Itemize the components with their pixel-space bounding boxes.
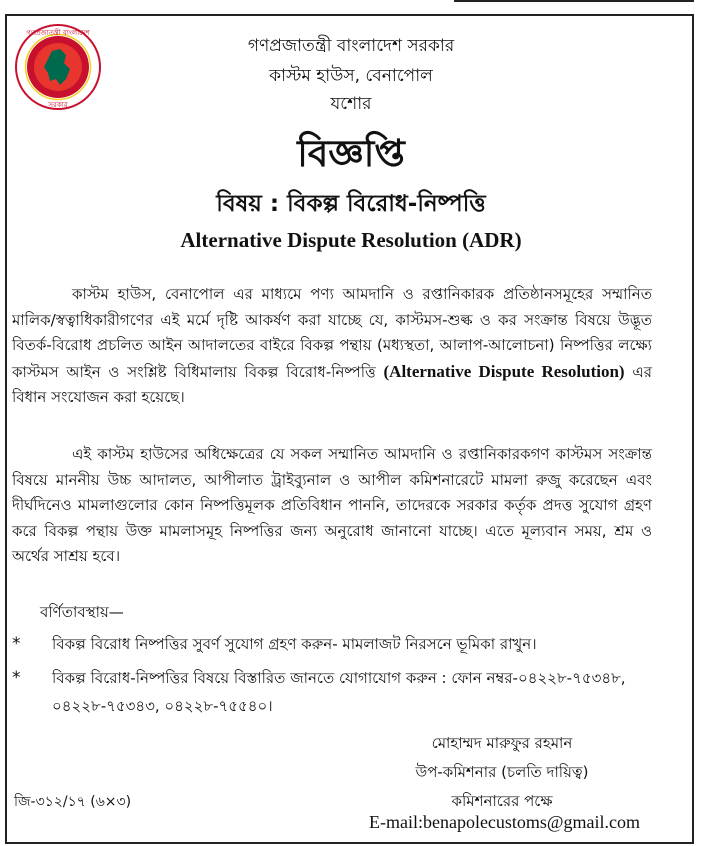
top-rule bbox=[454, 0, 694, 2]
bullet-item bbox=[12, 664, 652, 720]
signatory-designation: উপ-কমিশনার (চলতি দায়িত্ব) bbox=[415, 763, 589, 781]
bullet-item bbox=[12, 630, 652, 658]
header-line-3: যশোর bbox=[330, 94, 372, 114]
top-strip bbox=[0, 0, 702, 14]
notice-subject: বিষয় : বিকল্প বিরোধ-নিষ্পত্তি bbox=[216, 191, 486, 217]
circumstance-label: বর্ণিতাবস্থায়— bbox=[40, 603, 124, 621]
bullet-text: বিকল্প বিরোধ-নিষ্পত্তির বিষয়ে বিস্তারিত জানতে যোগাযোগ করুন : ফোন নম্বর-০৪২২৮-৭৫৩৪৮, ০৪২২৮-৭৫৩৪৩, ০৪২২৮-৭৫৫৪০। bbox=[52, 669, 626, 715]
paragraph-1-text: কাস্টম হাউস, বেনাপোল এর মাধ্যমে পণ্য আমদানি ও রপ্তানিকারক প্রতিষ্ঠানসমূহের সম্মানিত মালিক/স্বত্বাধিকারীগণের এই মর্মে দৃষ্টি আকর্ষণ করা যাচ্ছে যে, কাস্টমস-শুল্ক ও কর সংক্রান্ত বিষয়ে উদ্ভূত বিতর্ক-বিরোধ প্রচলিত আইন আদালতের বাইরে বিকল্প পন্থায় (মধ্যস্থতা, আলাপ-আলোচনা) নিষ্পত্তির লক্ষ্যে কাস্টমস আইন ও সংশ্লিষ্ট বিধিমালায় বিকল্প বিরোধ-নিষ্পত্তি bbox=[12, 285, 652, 381]
bullet-marker: * bbox=[12, 668, 21, 688]
english-title: Alternative Dispute Resolution (ADR) bbox=[180, 228, 522, 252]
bullet-text: বিকল্প বিরোধ নিষ্পত্তির সুবর্ণ সুযোগ গ্রহণ করুন- মামলাজট নিরসনে ভূমিকা রাখুন। bbox=[52, 635, 537, 653]
bullet-marker: * bbox=[12, 634, 21, 654]
paragraph-2: এই কাস্টম হাউসের অধিক্ষেত্রের যে সকল সম্মানিত আমদানি ও রপ্তানিকারকগণ কাস্টমস সংক্রান্ত বিষয়ে মাননীয় উচ্চ আদালত, আপীলাত ট্রাইব্যুনাল ও আপীল কমিশনারেটে মামলা রুজু করেছেন এবং দীর্ঘদিনেও মামলাগুলোর কোন নিষ্পত্তিমূলক প্রতিবিধান পাননি, তাদেরকে সরকার কর্তৃক প্রদত্ত সুযোগ গ্রহণ করে বিকল্প পন্থায় উক্ত মামলাসমূহ নিষ্পত্তির জন্য অনুরোধ জানানো যাচ্ছে। এতে মূল্যবান সময়, শ্রম ও অর্থের সাশ্রয় হবে। bbox=[12, 445, 652, 565]
email-address: E-mail:benapolecustoms@gmail.com bbox=[368, 812, 640, 832]
on-behalf-line: কমিশনারের পক্ষে bbox=[451, 792, 553, 810]
signatory-name: মোহাম্মদ মারুফুর রহমান bbox=[431, 734, 573, 752]
paragraph-1 bbox=[12, 282, 652, 411]
emblem-text-top: গণপ্রজাতন্ত্রী বাংলাদেশ bbox=[26, 29, 90, 37]
reference-number: জি-৩১২/১৭ (৬×৩) bbox=[14, 794, 132, 810]
paragraph-1-bold: (Alternative Dispute Resolution) bbox=[383, 361, 625, 381]
emblem-text-bottom: সরকার bbox=[48, 101, 68, 109]
header-line-1: গণপ্রজাতন্ত্রী বাংলাদেশ সরকার bbox=[247, 36, 455, 56]
paragraph-1-tail: এর বিধান সংযোজন করা হয়েছে। bbox=[12, 362, 652, 406]
notice-title: বিজ্ঞপ্তি bbox=[297, 132, 405, 175]
header-line-2: কাস্টম হাউস, বেনাপোল bbox=[269, 66, 433, 86]
